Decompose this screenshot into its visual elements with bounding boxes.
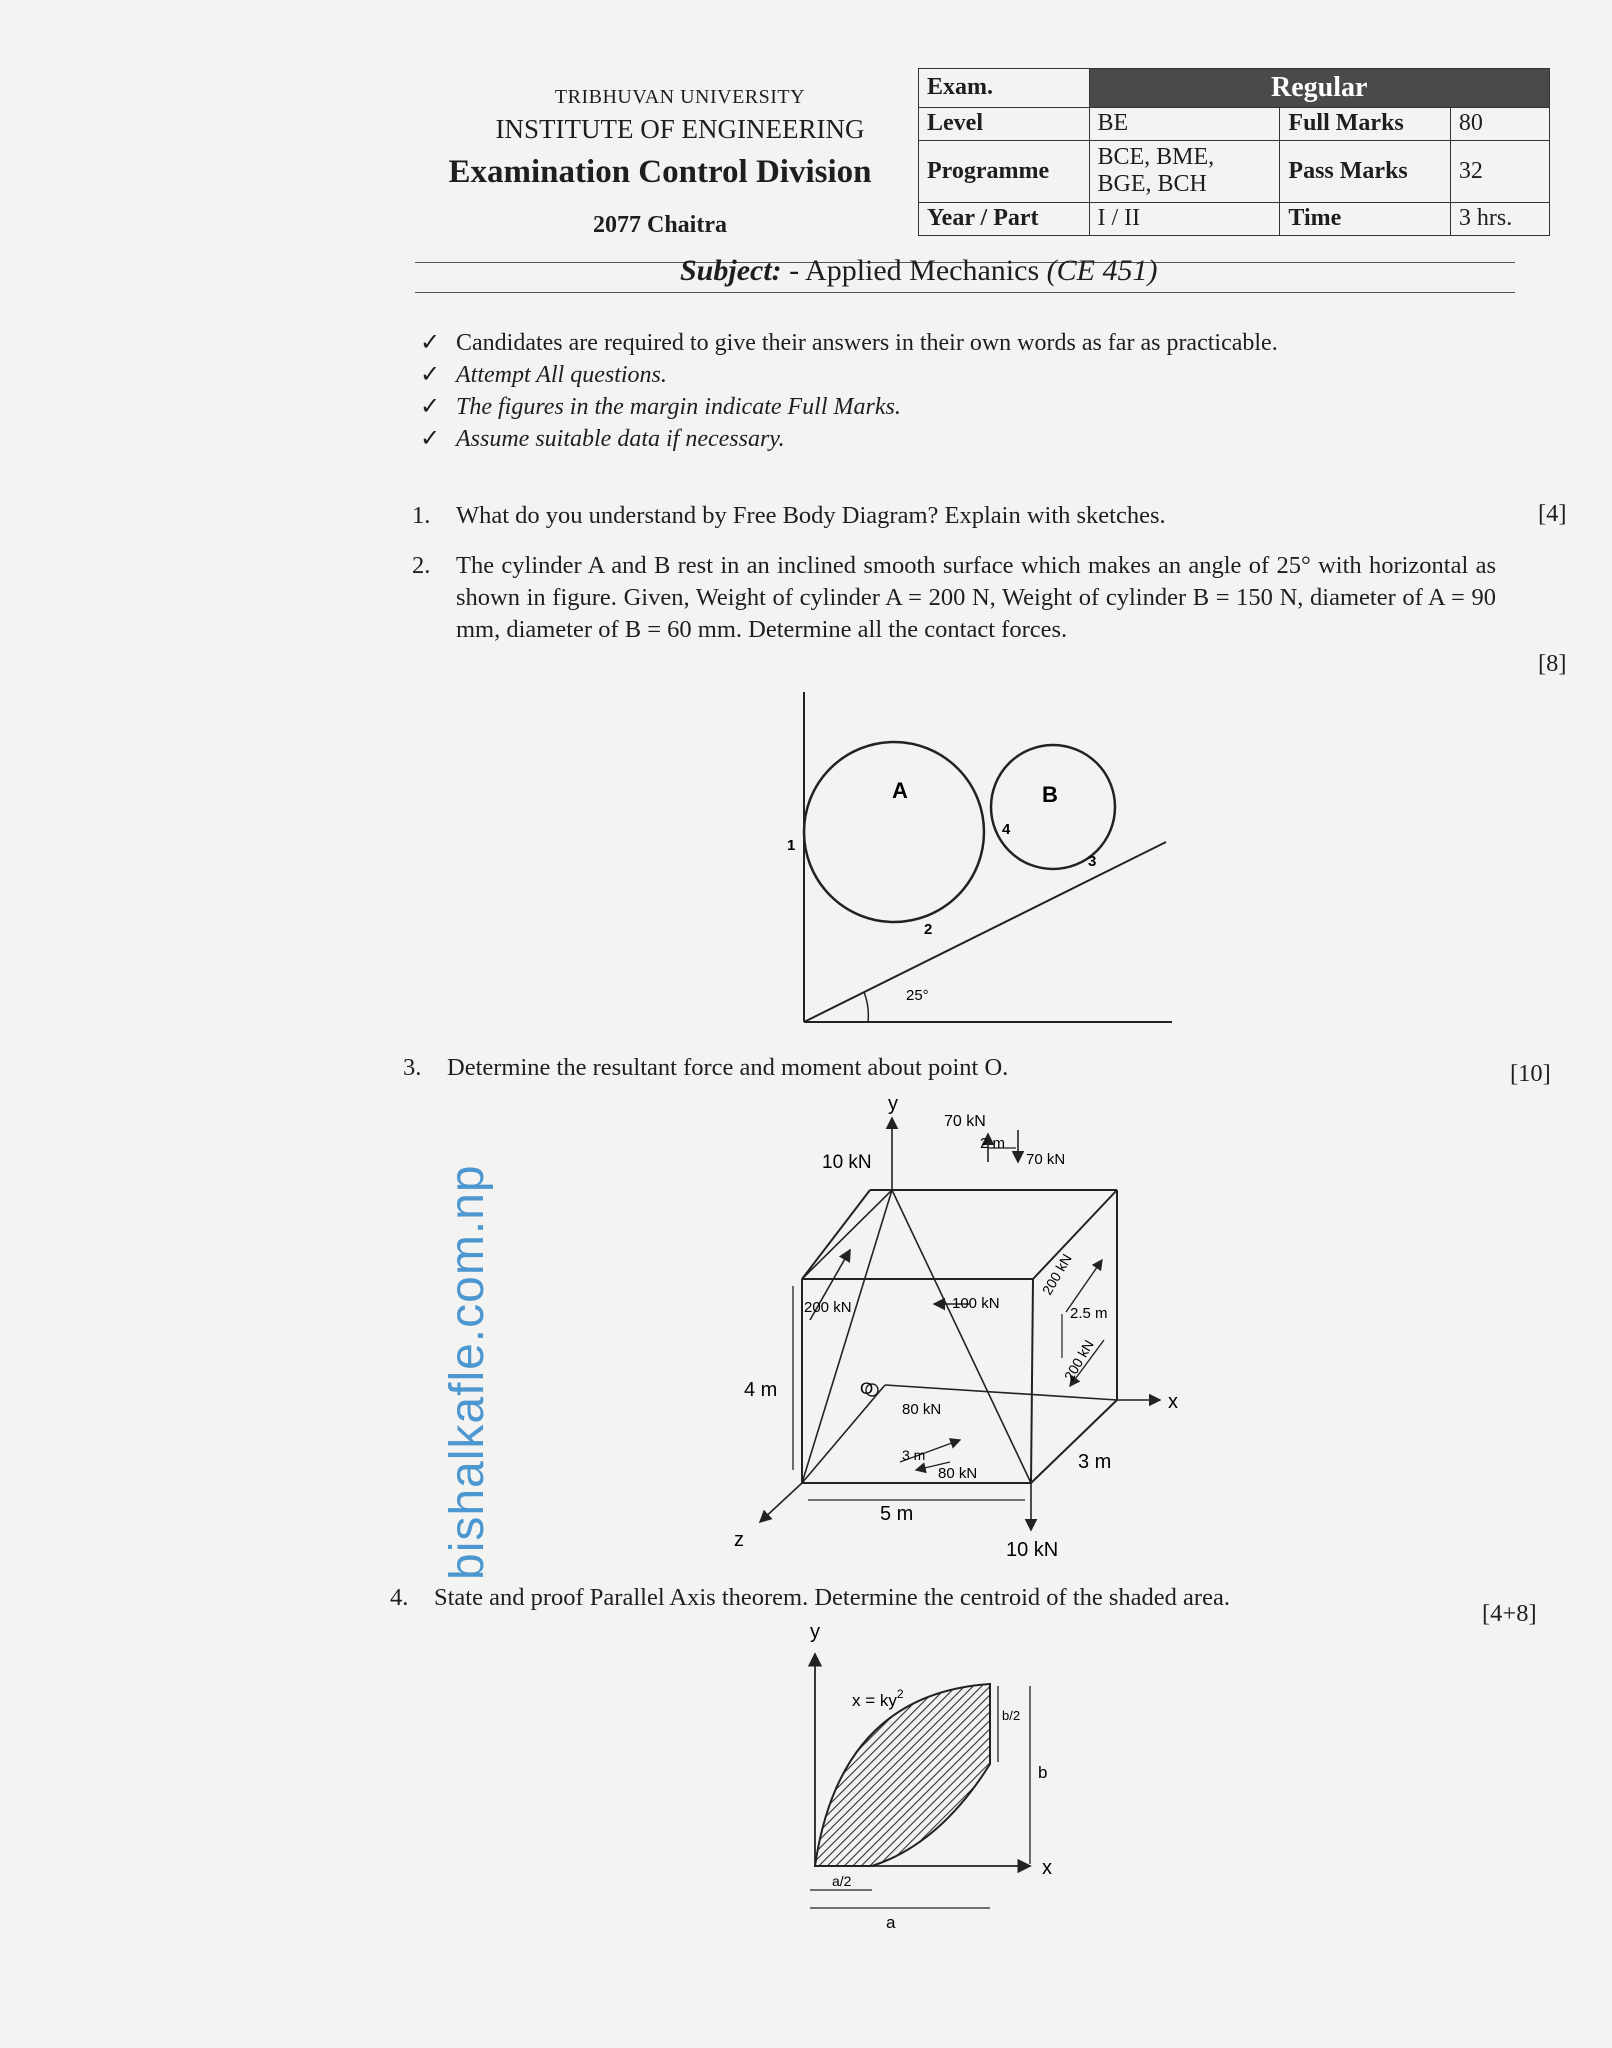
contact-4: 4 [1002, 821, 1011, 838]
level-value: BE [1089, 107, 1280, 140]
shaded-area-figure [790, 1614, 1110, 1934]
inclined-plane [804, 842, 1166, 1022]
axis-z-label: z [734, 1529, 744, 1551]
angle-label: 25° [906, 987, 929, 1004]
curve-equation [852, 1687, 904, 1710]
curve-equation-exponent: 2 [896, 1687, 904, 1701]
year-part-value: I / II [1089, 202, 1280, 235]
dim-3m-inner-label: 3 m [902, 1447, 926, 1463]
question-2-number [412, 552, 456, 580]
force-200kn-left: 200 kN [804, 1299, 852, 1316]
z-axis [760, 1483, 802, 1522]
programme-label: Programme [919, 141, 1090, 203]
full-marks-value: 80 [1450, 107, 1549, 140]
question-text: Determine the resultant force and moment about point O. [447, 1054, 1009, 1081]
question-1-marks: [4] [1538, 500, 1567, 527]
force-70kn-b: 70 kN [1026, 1151, 1066, 1168]
axis-y-label: y [888, 1093, 898, 1115]
pass-marks-label: Pass Marks [1280, 141, 1451, 203]
label-a: A [892, 778, 908, 803]
instruction-item [420, 424, 785, 453]
force-70kn-a: 70 kN [944, 1113, 986, 1130]
axis-x-label: x [1042, 1857, 1052, 1879]
programme-value-line2: BGE, BCH [1097, 171, 1207, 198]
instruction-item [420, 360, 667, 389]
time-value: 3 hrs. [1450, 202, 1549, 235]
dim-3m-label: 3 m [1078, 1451, 1112, 1473]
curve-equation-base: x = ky [852, 1691, 897, 1710]
instruction-text: Attempt All questions. [456, 362, 667, 388]
dim-a2-label: a/2 [832, 1873, 852, 1889]
instruction-text: Candidates are required to give their answers in their own words as far as practicable. [456, 330, 1278, 356]
force-10kn-top: 10 kN [822, 1152, 872, 1173]
question-3 [403, 1054, 1008, 1082]
cylinder-a [804, 742, 984, 922]
force-200kn-r1: 200 kN [1038, 1251, 1075, 1298]
question-text: State and proof Parallel Axis theorem. Determine the centroid of the shaded area. [434, 1584, 1230, 1611]
subject-line [680, 254, 1240, 288]
subject-label: Subject: [680, 254, 782, 287]
force-200kn-r2: 200 kN [1060, 1337, 1097, 1384]
force-10kn-bottom: 10 kN [1006, 1539, 1059, 1561]
check-icon: ✓ [420, 426, 441, 452]
question-number: 1. [412, 502, 431, 529]
subject-code: (CE 451) [1046, 254, 1158, 287]
question-3-marks: [10] [1510, 1060, 1551, 1087]
angle-arc [864, 992, 868, 1022]
force-cube-figure [720, 1090, 1220, 1570]
header-rule-bottom [415, 292, 1515, 293]
exam-label: Exam. [919, 69, 1090, 108]
question-number: 4. [390, 1584, 409, 1611]
subject-name: Applied Mechanics [805, 254, 1040, 287]
dim-b-label: b [1038, 1763, 1048, 1782]
question-text: What do you understand by Free Body Diagram? Explain with sketches. [456, 502, 1166, 529]
division-name: Examination Control Division [448, 154, 872, 190]
watermark: bishalkafle.com.np [441, 1164, 494, 1580]
dim-2-5m-label: 2.5 m [1070, 1305, 1108, 1322]
question-2-text: The cylinder A and B rest in an inclined smooth surface which makes an angle of 25° with horizontal as shown in figure. Given, Weight of cylinder A = 200 N, Weight of cylinder B = 150 N, diameter of A = 90 mm, diameter of B = 60 mm. Determine all the contact forces. [456, 552, 1496, 643]
exam-session: 2077 Chaitra [593, 212, 727, 238]
time-label: Time [1280, 202, 1451, 235]
university-name: TRIBHUVAN UNIVERSITY [554, 86, 806, 108]
question-4-marks: [4+8] [1482, 1600, 1537, 1627]
instruction-text: The figures in the margin indicate Full Marks. [456, 394, 901, 420]
check-icon: ✓ [420, 362, 441, 388]
question-number: 2. [412, 552, 431, 579]
dim-4m-label: 4 m [744, 1379, 778, 1401]
pass-marks-value: 32 [1450, 141, 1549, 203]
instruction-text: Assume suitable data if necessary. [456, 426, 785, 452]
full-marks-label: Full Marks [1280, 107, 1451, 140]
cylinder-b [991, 745, 1115, 869]
axis-x-label: x [1168, 1391, 1178, 1413]
cube-edges [802, 1190, 1117, 1483]
subject-dash: - [789, 254, 800, 287]
check-icon: ✓ [420, 330, 441, 356]
force-100kn: 100 kN [952, 1295, 1000, 1312]
check-icon: ✓ [420, 394, 441, 420]
instruction-item [420, 328, 1278, 357]
contact-2: 2 [924, 921, 933, 938]
level-label: Level [919, 107, 1090, 140]
programme-value-line1: BCE, BME, [1097, 144, 1215, 171]
year-part-label: Year / Part [919, 202, 1090, 235]
contact-1: 1 [787, 837, 796, 854]
programme-value [1089, 141, 1280, 203]
institute-name: INSTITUTE OF ENGINEERING [495, 114, 865, 144]
exam-type: Regular [1089, 69, 1550, 108]
question-2-marks: [8] [1538, 650, 1567, 677]
axis-y-label: y [810, 1621, 820, 1643]
cube-diagonals [802, 1190, 1117, 1483]
label-b: B [1042, 782, 1058, 807]
instruction-item [420, 392, 901, 421]
dim-5m-label: 5 m [880, 1503, 914, 1525]
dim-a-label: a [886, 1913, 896, 1932]
dim-2m-label: 2 m [980, 1135, 1006, 1152]
question-number: 3. [403, 1054, 422, 1081]
exam-info-table [918, 68, 1550, 236]
shaded-region [815, 1684, 990, 1866]
question-1 [412, 502, 1166, 530]
dim-b2-label: b/2 [1002, 1708, 1021, 1723]
cylinders-figure [780, 690, 1190, 1030]
question-4 [390, 1584, 1230, 1612]
origin-label: O [860, 1379, 874, 1398]
contact-3: 3 [1088, 853, 1097, 870]
force-80kn-a: 80 kN [902, 1401, 942, 1418]
force-80kn-b: 80 kN [938, 1465, 978, 1482]
